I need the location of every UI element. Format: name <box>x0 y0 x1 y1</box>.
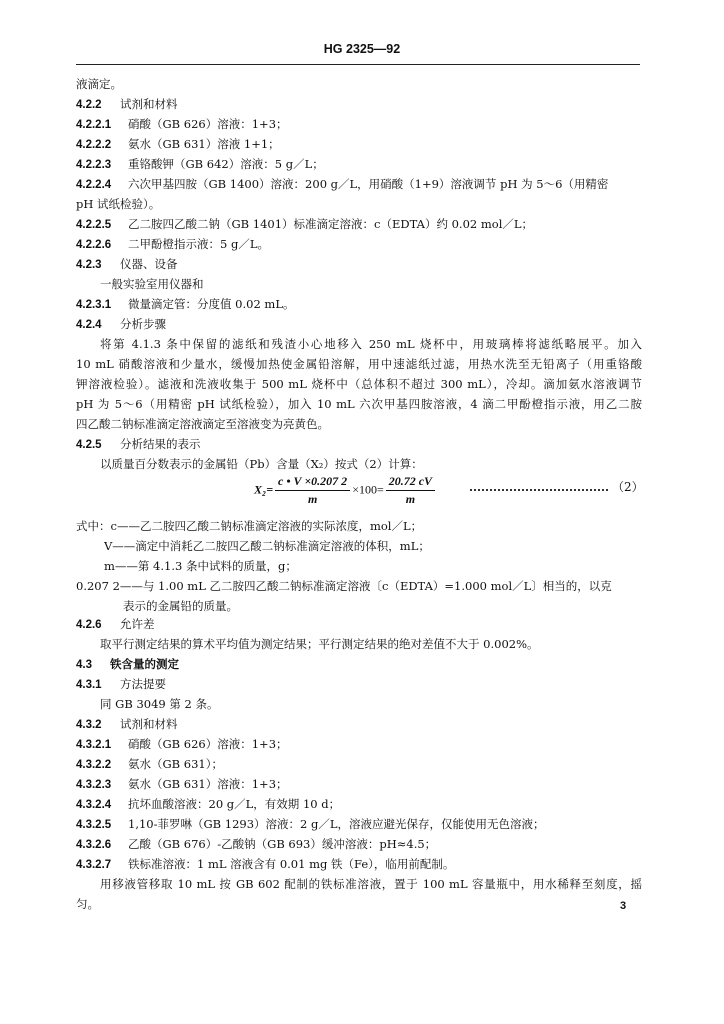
section-title: 方法提要 <box>120 677 166 691</box>
fraction-1 <box>275 474 350 507</box>
equation-number: （2） <box>612 480 644 494</box>
item-number: 4.3.2.1 <box>76 739 112 751</box>
list-item <box>76 834 642 855</box>
item-text: 抗坏血酸溶液：20 g／L，有效期 10 d； <box>128 797 341 811</box>
section-title: 分析步骤 <box>120 317 166 331</box>
item-text: 微量滴定管：分度值 0.02 mL。 <box>128 297 295 311</box>
section-heading <box>76 674 642 695</box>
section-title: 铁含量的测定 <box>110 657 179 671</box>
page-number: 3 <box>620 900 627 912</box>
fraction-2-numerator: 20.72 cV <box>386 474 435 491</box>
item-text: 乙酸（GB 676）-乙酸钠（GB 693）缓冲溶液：pH≈4.5； <box>128 837 437 851</box>
section-number: 4.3.1 <box>76 679 102 691</box>
section-number: 4.2.5 <box>76 439 102 451</box>
section-number: 4.2.2 <box>76 99 102 111</box>
section-title: 允许差 <box>120 617 155 631</box>
header-rule <box>76 64 640 65</box>
item-number: 4.2.3.1 <box>76 299 112 311</box>
list-item <box>76 734 642 755</box>
item-text: 氨水（GB 631）溶液 1+1； <box>128 137 280 151</box>
section-title: 试剂和材料 <box>120 97 178 111</box>
section-number: 4.2.3 <box>76 259 102 271</box>
text-line: pH 试纸检验）。 <box>76 197 161 211</box>
text-line: 一般实验室用仪器和 <box>100 277 204 291</box>
item-text: 重铬酸钾（GB 642）溶液：5 g／L； <box>128 157 324 171</box>
text-line: 液滴定。 <box>76 77 122 91</box>
list-item <box>76 814 642 835</box>
item-text: 1,10-菲罗啉（GB 1293）溶液：2 g／L，溶液应避光保存，仅能使用无色溶液； <box>128 817 545 831</box>
paragraph-line: pH 为 5～6（用精密 pH 试纸检验），加入 10 mL 六次甲基四胺溶液，4 滴二甲酚橙指示液，用乙二胺 <box>76 397 642 411</box>
paragraph-line: 钾溶液检验）。滤液和洗液收集于 500 mL 烧杯中（总体积不超过 300 mL），冷却。滴加氨水溶液调节 <box>76 377 642 391</box>
section-title: 分析结果的表示 <box>120 437 201 451</box>
definition-line: m——第 4.1.3 条中试料的质量，g； <box>104 559 297 573</box>
item-number: 4.2.2.6 <box>76 239 112 251</box>
section-heading <box>76 434 642 455</box>
item-number: 4.2.2.4 <box>76 179 112 191</box>
definition-line: 0.207 2——与 1.00 mL 乙二胺四乙酸二钠标准滴定溶液〔c（EDTA）=1.000 mol／L〕相当的，以克 <box>76 579 612 593</box>
item-text: 氨水（GB 631）溶液：1+3； <box>128 777 288 791</box>
paragraph-line: 将第 4.1.3 条中保留的滤纸和残渣小心地移入 250 mL 烧杯中，用玻璃棒将滤纸略展平。加入 <box>100 337 642 351</box>
paragraph-line: 四乙酸二钠标准滴定溶液滴定至溶液变为亮黄色。 <box>76 417 329 431</box>
section-heading <box>76 254 642 275</box>
header-standard-code: HG 2325—92 <box>323 42 401 56</box>
list-item <box>76 754 642 775</box>
item-text: 六次甲基四胺（GB 1400）溶液：200 g／L，用硝酸（1+9）溶液调节 pH 为 5～6（用精密 <box>128 177 609 191</box>
section-number: 4.3.2 <box>76 719 102 731</box>
item-number: 4.3.2.2 <box>76 759 112 771</box>
item-text: 铁标准溶液：1 mL 溶液含有 0.01 mg 铁（Fe），临用前配制。 <box>128 857 455 871</box>
section-heading <box>76 714 642 735</box>
list-item <box>76 774 642 795</box>
item-text: 硝酸（GB 626）溶液：1+3； <box>128 117 288 131</box>
list-item <box>76 154 642 175</box>
item-number: 4.3.2.6 <box>76 839 112 851</box>
fraction-2-denominator: m <box>405 492 416 506</box>
list-item <box>76 114 642 135</box>
list-item <box>76 854 642 875</box>
paragraph-line: 用移液管移取 10 mL 按 GB 602 配制的铁标准溶液，置于 100 mL 容量瓶中，用水稀释至刻度，摇 <box>100 877 642 891</box>
formula-lhs: X₂= <box>254 482 274 497</box>
section-heading <box>76 654 642 675</box>
section-number: 4.2.6 <box>76 619 102 631</box>
definition-line: 式中：c——乙二胺四乙酸二钠标准滴定溶液的实际浓度，mol／L； <box>76 519 423 533</box>
item-number: 4.2.2.3 <box>76 159 112 171</box>
section-heading <box>76 614 642 635</box>
list-item <box>76 794 642 815</box>
list-item <box>76 214 642 235</box>
item-text: 氨水（GB 631）； <box>128 757 223 771</box>
item-number: 4.2.2.1 <box>76 119 112 131</box>
formula-2 <box>254 474 437 507</box>
section-title: 仪器、设备 <box>120 257 178 271</box>
fraction-1-denominator: m <box>307 492 318 506</box>
fraction-2 <box>386 474 435 507</box>
item-number: 4.3.2.3 <box>76 779 112 791</box>
paragraph-line: 以质量百分数表示的金属铅（Pb）含量（X₂）按式（2）计算： <box>100 457 423 471</box>
item-number: 4.3.2.4 <box>76 799 112 811</box>
section-heading <box>76 314 642 335</box>
section-number: 4.2.4 <box>76 319 102 331</box>
item-number: 4.3.2.5 <box>76 819 112 831</box>
list-item <box>76 234 642 255</box>
fraction-1-numerator: c • V ×0.207 2 <box>275 474 350 491</box>
section-number: 4.3 <box>76 659 92 671</box>
list-item <box>76 294 642 315</box>
section-heading <box>76 94 642 115</box>
list-item <box>76 174 642 195</box>
list-item <box>76 134 642 155</box>
definition-line: V——滴定中消耗乙二胺四乙酸二钠标准滴定溶液的体积，mL； <box>104 539 430 553</box>
formula-mid: ×100= <box>352 482 384 497</box>
section-title: 试剂和材料 <box>120 717 178 731</box>
item-text: 乙二胺四乙酸二钠（GB 1401）标准滴定溶液：c（EDTA）约 0.02 mol／L； <box>128 217 534 231</box>
item-text: 二甲酚橙指示液：5 g／L。 <box>128 237 269 251</box>
paragraph-line: 取平行测定结果的算术平均值为测定结果；平行测定结果的绝对差值不大于 0.002%。 <box>100 637 539 651</box>
item-number: 4.3.2.7 <box>76 859 112 871</box>
paragraph-line: 10 mL 硝酸溶液和少量水，缓慢加热使金属铅溶解，用中速滤纸过滤，用热水洗至无铅离子（用重铬酸 <box>76 357 642 371</box>
item-text: 硝酸（GB 626）溶液：1+3； <box>128 737 288 751</box>
definition-line: 表示的金属铅的质量。 <box>123 599 238 613</box>
item-number: 4.2.2.5 <box>76 219 112 231</box>
paragraph-line: 匀。 <box>76 897 99 911</box>
item-number: 4.2.2.2 <box>76 139 112 151</box>
leader-dots <box>470 481 608 491</box>
paragraph-line: 同 GB 3049 第 2 条。 <box>100 697 219 711</box>
